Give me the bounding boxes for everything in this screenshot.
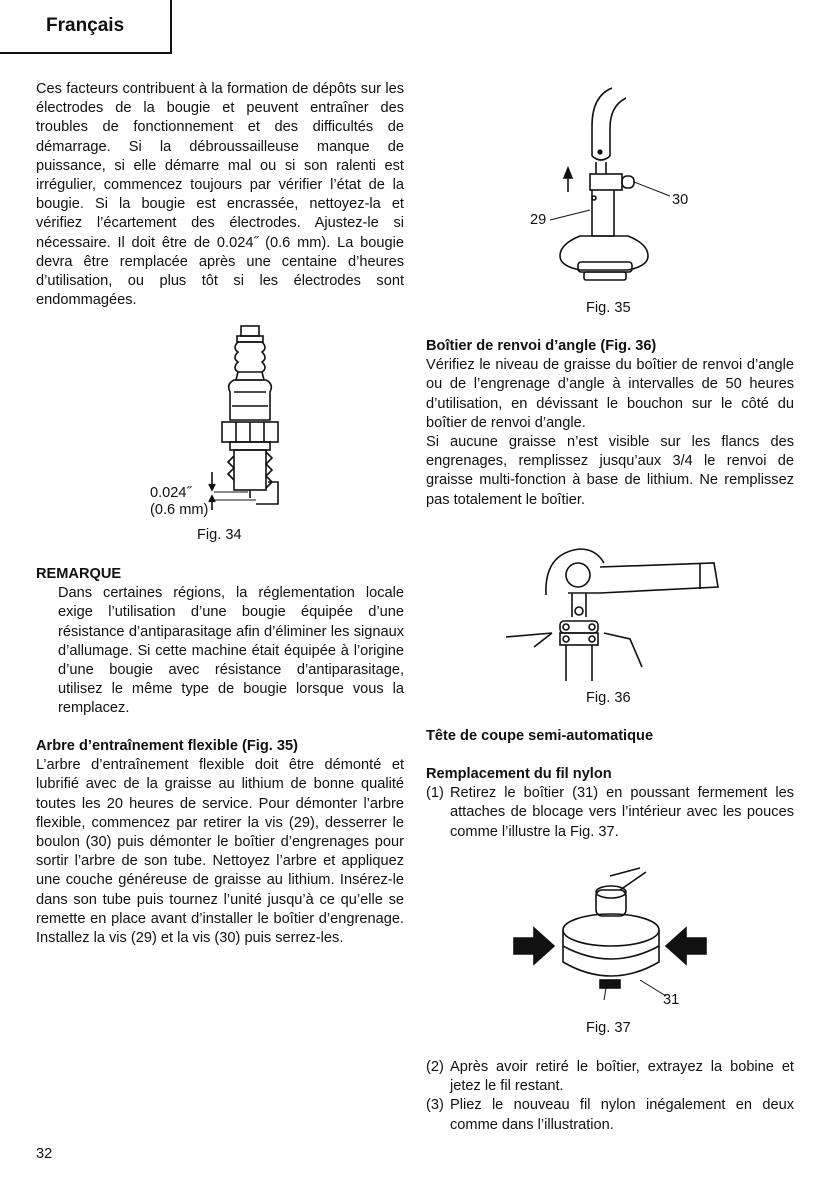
label-31: 31 [663,992,680,1008]
intro-text: Ces facteurs contribuent à la formation de dépôts sur les électrodes de la bougie et peuvent entraîner des troubles de fonctionnement et des difficultés de démarrage. Si la débroussailleuse manque de puissance, si elle démarre mal ou si son ralenti est irrégulier, commencez toujours par vérifier l’état de la bougie. Si la bougie est encrassée, nettoyez-la et vérifiez l’écartement des électrodes. Ajustez-le si nécessaire. Il doit être de 0.024˝ (0.6 mm). La bougie devra être remplacée après une centaine d’heures d’utilisation, ou plus tôt si les électrodes sont endommagées. [36,81,404,309]
remarque-text: Dans certaines régions, la réglementation locale exige l’utilisation d’une bougie équipée d’une résistance d’antiparasitage afin d’éliminer les signaux d’allumage. Si cette machine était équipée à l’origine d’une bougie avec résistance d’antiparasitage, utilisez le même type de bougie lorsque vous la remplacez. [58,585,404,717]
step-2-text: Après avoir retiré le boîtier, extrayez la bobine et jetez le fil restant. [450,1059,794,1095]
page-number: 32 [36,1146,53,1162]
boitier-section [426,337,794,510]
language-tab [0,0,172,54]
fig36-caption: Fig. 36 [586,690,631,706]
tete-section [426,727,794,746]
gap-dimension [150,485,208,519]
boitier-heading: Boîtier de renvoi d’angle (Fig. 36) [426,338,657,354]
step-3 [426,1096,794,1134]
intro-paragraph [36,80,404,310]
steps-2-3 [426,1058,794,1135]
remplacement-section [426,765,794,842]
step-3-text: Pliez le nouveau fil nylon inégalement en deux comme dans l’illustration. [450,1097,794,1133]
step-2 [426,1058,794,1096]
arbre-section [36,737,404,948]
gear-case-figure [500,535,730,685]
flexible-shaft-figure [520,86,710,286]
arbre-text: L’arbre d’entraînement flexible doit être démonté et lubrifié avec de la graisse au lithium de bonne qualité toutes les 20 heures de service. Pour démonter l’arbre flexible, commencez par retirer la vis (29), desserrer le boulon (30) puis démonter le boîtier d’engrenages pour sortir l’arbre de son tube. Nettoyez l’arbre et appliquez une couche généreuse de graisse au lithium. Insérez-le dans son tube puis tournez l’unité jusqu’à ce qu’elle se remette en place avant d’installer le boîtier d’engrenage. Installez la vis (29) et la vis (30) puis serrez-les. [36,757,404,947]
boitier-text-1: Vérifiez le niveau de graisse du boîtier de renvoi d’angle ou de l’engrenage d’angle à intervalles de 50 heures d’utilisation, en dévissant le bouchon sur le côté du boîtier de renvoi d’angle. [426,357,794,431]
remarque-section [36,565,404,719]
fig37-caption: Fig. 37 [586,1020,631,1036]
arbre-heading: Arbre d’entraînement flexible (Fig. 35) [36,738,298,754]
cutting-head-figure [510,862,710,1012]
step-1 [426,784,794,842]
label-29: 29 [530,212,547,228]
step-1-number: (1) [426,785,444,802]
boitier-text-2: Si aucune graisse n’est visible sur les flancs des engrenages, remplissez jusqu’aux 3/4 le renvoi de graisse multi-fonction à base de lithium. Ne remplissez pas totalement le boîtier. [426,434,794,508]
fig35-caption: Fig. 35 [586,300,631,316]
tete-heading: Tête de coupe semi-automatique [426,728,654,744]
step-1-text: Retirez le boîtier (31) en poussant fermement les attaches de blocage vers l’intérieur avec les pouces comme l’illustre la Fig. 37. [450,785,794,840]
language-label: Français [46,15,125,36]
step-3-number: (3) [426,1097,444,1114]
remarque-heading: REMARQUE [36,566,122,582]
label-30: 30 [672,192,689,208]
step-2-number: (2) [426,1059,444,1075]
remplacement-heading: Remplacement du fil nylon [426,766,612,782]
fig34-caption: Fig. 34 [197,527,242,543]
gap-inches: 0.024˝ [150,485,192,501]
gap-millimeters: (0.6 mm) [150,502,209,518]
